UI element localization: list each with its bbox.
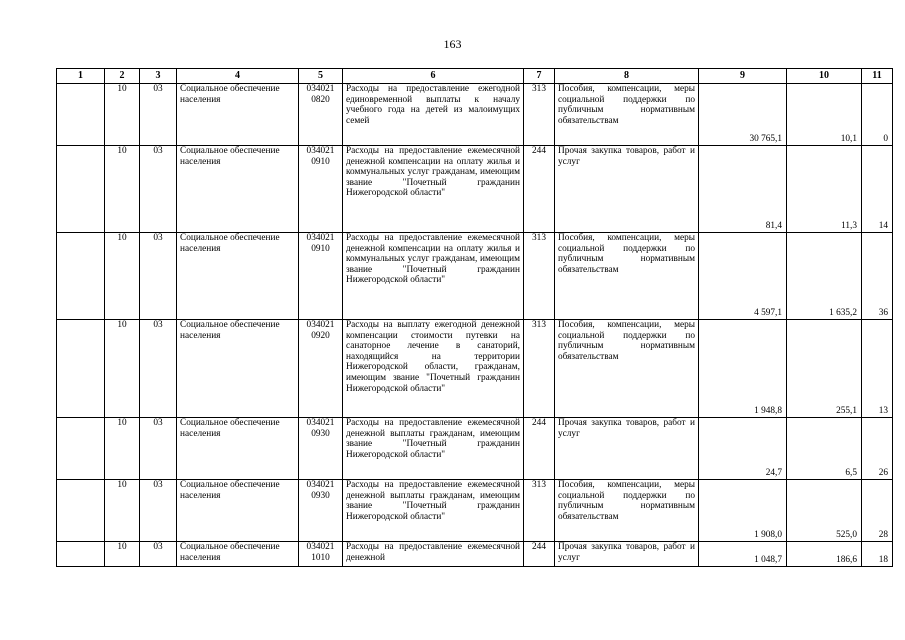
target-code-part1: 034021 <box>306 480 335 490</box>
target-code-part2: 0930 <box>311 490 330 501</box>
table-row <box>57 146 893 233</box>
table-row <box>57 480 893 542</box>
expense-type-name: Прочая закупка товаров, работ и услуг <box>555 146 699 233</box>
actual-amount: 10,1 <box>787 84 862 146</box>
subsection-code: 03 <box>140 542 177 567</box>
target-code-part2: 0910 <box>311 243 330 254</box>
plan-amount: 4 597,1 <box>699 233 787 320</box>
header-cell: 5 <box>299 69 343 84</box>
section-code: 10 <box>105 84 140 146</box>
target-code <box>299 233 343 320</box>
target-code-part2: 0910 <box>311 156 330 167</box>
target-code-part1: 034021 <box>306 542 335 552</box>
subsection-code: 03 <box>140 480 177 542</box>
table-row <box>57 233 893 320</box>
section-code: 10 <box>105 320 140 418</box>
expense-type-code: 244 <box>524 542 555 567</box>
table-row <box>57 418 893 480</box>
expense-type-name: Прочая закупка товаров, работ и услуг <box>555 418 699 480</box>
expense-description: Расходы на предоставление ежемесячной денежной компенсации на оплату жилья и коммунальных услуг гражданам, имеющим звание "Почетный гражданин Нижегородской области" <box>343 146 524 233</box>
section-name: Социальное обеспечение населения <box>177 146 299 233</box>
cell-col1 <box>57 418 105 480</box>
plan-amount: 1 948,8 <box>699 320 787 418</box>
plan-amount: 1 908,0 <box>699 480 787 542</box>
table-row <box>57 542 893 567</box>
section-name: Социальное обеспечение населения <box>177 233 299 320</box>
percent-value: 28 <box>862 480 893 542</box>
section-name: Социальное обеспечение населения <box>177 418 299 480</box>
expense-description: Расходы на предоставление ежегодной единовременной выплаты к началу учебного года на детей из малоимущих семей <box>343 84 524 146</box>
page-number: 163 <box>443 37 462 51</box>
section-code: 10 <box>105 480 140 542</box>
expense-type-name: Пособия, компенсации, меры социальной поддержки по публичным нормативным обязательствам <box>555 84 699 146</box>
target-code-part1: 034021 <box>306 320 335 330</box>
target-code-part1: 034021 <box>306 418 335 428</box>
section-name: Социальное обеспечение населения <box>177 480 299 542</box>
expense-description: Расходы на предоставление ежемесячной денежной компенсации на оплату жилья и коммунальных услуг гражданам, имеющим звание "Почетный гражданин Нижегородской области" <box>343 233 524 320</box>
header-cell: 11 <box>862 69 893 84</box>
section-code: 10 <box>105 146 140 233</box>
plan-amount: 81,4 <box>699 146 787 233</box>
header-cell: 6 <box>343 69 524 84</box>
budget-table <box>56 68 893 567</box>
subsection-code: 03 <box>140 146 177 233</box>
section-code: 10 <box>105 418 140 480</box>
percent-value: 26 <box>862 418 893 480</box>
header-row <box>57 69 893 84</box>
cell-col1 <box>57 233 105 320</box>
section-code: 10 <box>105 233 140 320</box>
expense-type-code: 244 <box>524 418 555 480</box>
header-cell: 3 <box>140 69 177 84</box>
target-code-part2: 0820 <box>311 94 330 105</box>
header-cell: 2 <box>105 69 140 84</box>
subsection-code: 03 <box>140 320 177 418</box>
target-code <box>299 84 343 146</box>
section-name: Социальное обеспечение населения <box>177 84 299 146</box>
percent-value: 14 <box>862 146 893 233</box>
header-cell: 1 <box>57 69 105 84</box>
percent-value: 18 <box>862 542 893 567</box>
percent-value: 0 <box>862 84 893 146</box>
plan-amount: 24,7 <box>699 418 787 480</box>
target-code <box>299 146 343 233</box>
header-cell: 4 <box>177 69 299 84</box>
target-code-part2: 1010 <box>311 552 330 563</box>
expense-type-code: 313 <box>524 480 555 542</box>
expense-description: Расходы на предоставление ежемесячной денежной выплаты гражданам, имеющим звание "Почетный гражданин Нижегородской области" <box>343 480 524 542</box>
cell-col1 <box>57 542 105 567</box>
header-cell: 10 <box>787 69 862 84</box>
expense-description: Расходы на выплату ежегодной денежной компенсации стоимости путевки на санаторное лечение в санаторий, находящийся на территории Нижегородской области, гражданам, имеющим звание "Почетный гражданин Нижегородской области" <box>343 320 524 418</box>
actual-amount: 11,3 <box>787 146 862 233</box>
actual-amount: 525,0 <box>787 480 862 542</box>
section-name: Социальное обеспечение населения <box>177 320 299 418</box>
target-code-part1: 034021 <box>306 233 335 243</box>
table-row <box>57 320 893 418</box>
subsection-code: 03 <box>140 418 177 480</box>
plan-amount: 1 048,7 <box>699 542 787 567</box>
expense-type-code: 244 <box>524 146 555 233</box>
percent-value: 36 <box>862 233 893 320</box>
expense-type-code: 313 <box>524 233 555 320</box>
expense-description: Расходы на предоставление ежемесячной денежной выплаты гражданам, имеющим звание "Почетный гражданин Нижегородской области" <box>343 418 524 480</box>
section-name: Социальное обеспечение населения <box>177 542 299 567</box>
percent-value: 13 <box>862 320 893 418</box>
target-code-part2: 0930 <box>311 428 330 439</box>
target-code <box>299 542 343 567</box>
expense-description: Расходы на предоставление ежемесячной денежной <box>343 542 524 567</box>
section-code: 10 <box>105 542 140 567</box>
table-row <box>57 84 893 146</box>
header-cell: 9 <box>699 69 787 84</box>
actual-amount: 186,6 <box>787 542 862 567</box>
header-cell: 7 <box>524 69 555 84</box>
target-code-part1: 034021 <box>306 146 335 156</box>
actual-amount: 1 635,2 <box>787 233 862 320</box>
expense-type-name: Пособия, компенсации, меры социальной поддержки по публичным нормативным обязательствам <box>555 480 699 542</box>
subsection-code: 03 <box>140 233 177 320</box>
actual-amount: 6,5 <box>787 418 862 480</box>
cell-col1 <box>57 480 105 542</box>
target-code-part2: 0920 <box>311 330 330 341</box>
expense-type-name: Прочая закупка товаров, работ и услуг <box>555 542 699 567</box>
subsection-code: 03 <box>140 84 177 146</box>
actual-amount: 255,1 <box>787 320 862 418</box>
expense-type-code: 313 <box>524 320 555 418</box>
expense-type-name: Пособия, компенсации, меры социальной поддержки по публичным нормативным обязательствам <box>555 233 699 320</box>
target-code <box>299 480 343 542</box>
header-cell: 8 <box>555 69 699 84</box>
cell-col1 <box>57 320 105 418</box>
target-code-part1: 034021 <box>306 84 335 94</box>
cell-col1 <box>57 146 105 233</box>
expense-type-code: 313 <box>524 84 555 146</box>
cell-col1 <box>57 84 105 146</box>
expense-type-name: Пособия, компенсации, меры социальной поддержки по публичным нормативным обязательствам <box>555 320 699 418</box>
target-code <box>299 320 343 418</box>
plan-amount: 30 765,1 <box>699 84 787 146</box>
target-code <box>299 418 343 480</box>
